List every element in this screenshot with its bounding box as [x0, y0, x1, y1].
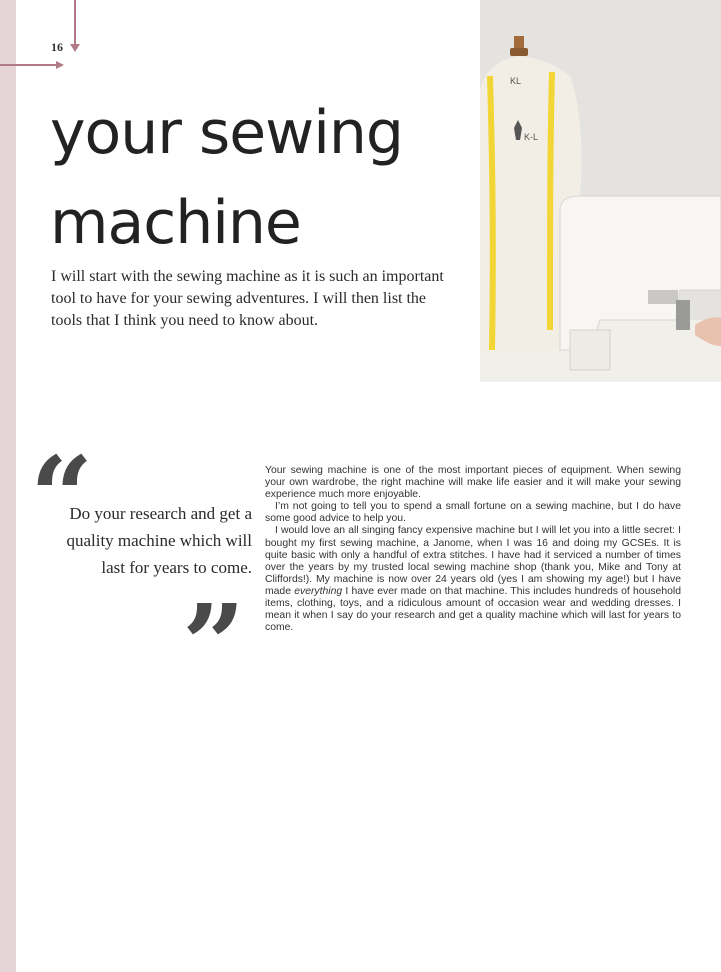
pull-quote-text: Do your research and get a quality machine which will last for years to come.	[66, 504, 252, 577]
body-paragraph-3-end: I have ever made on that machine. This includes hundreds of household items, clothing, toys, and a ridiculous amount of occasion wear and wedding dresses. I mean it when I say do your research and get a quality machine which will last for years to come.	[265, 585, 681, 634]
close-quote-mark: ”	[182, 580, 246, 709]
dress-form-label: K-L	[524, 132, 539, 142]
sewing-machine-photo	[480, 0, 721, 382]
arrow-right-icon	[56, 61, 64, 69]
page-title: your sewing machine	[50, 98, 404, 258]
body-paragraph-3-start: I would love an all singing fancy expensive machine but I will let you into a little secret: I bought my first sewing machine, a Janome, when I was 16 and doing my GCSEs. It is quite basic with only a handful of extra stitches. I have had it serviced a number of times over the years by my trusted local sewing machine shop (thank you, Mike and Tony at Cliffords!). My machine is now over 24 years old (yes I am showing my age!) but I have made	[265, 525, 681, 597]
dress-form-tag: KL	[510, 76, 522, 86]
body-emphasis: everything	[294, 585, 343, 597]
pull-quote	[30, 432, 254, 709]
corner-marker-horizontal	[0, 64, 58, 66]
intro-paragraph: I will start with the sewing machine as it is such an important tool to have for your sewing adventures. I will then list the tools that I think you need to know about.	[51, 268, 444, 329]
body-paragraph-1: Your sewing machine is one of the most important pieces of equipment. When sewing your own wardrobe, the right machine will make life easier and it will make your sewing experience much more enjoyable.	[265, 465, 681, 501]
corner-marker-vertical	[74, 0, 76, 46]
body-paragraph-2: I’m not going to tell you to spend a small fortune on a sewing machine, but I do have some good advice to help you.	[265, 501, 681, 525]
body-paragraph-3	[265, 525, 681, 634]
page-number: 16	[51, 40, 63, 54]
arrow-down-icon	[70, 44, 80, 52]
open-quote-mark: “	[30, 432, 94, 561]
left-margin-strip	[0, 0, 16, 972]
body-text	[265, 465, 681, 634]
